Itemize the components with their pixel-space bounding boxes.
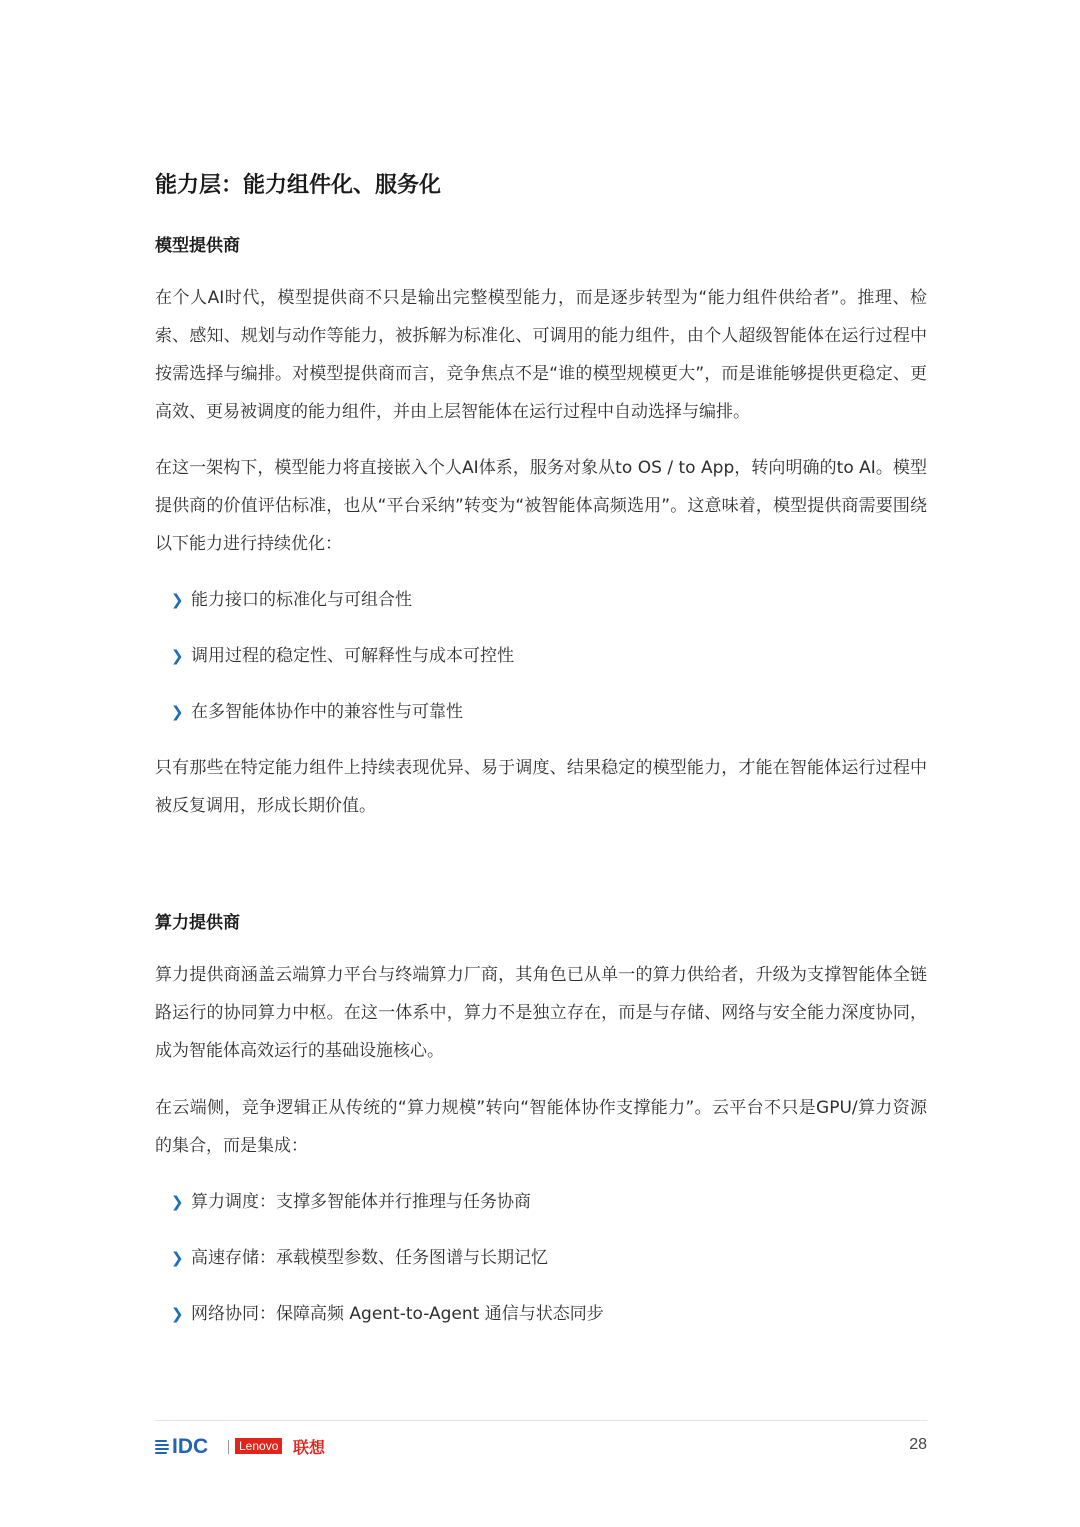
list-item <box>171 1190 531 1214</box>
chevron-right-icon: ❯ <box>171 1305 184 1323</box>
bullet-text: 能力接口的标准化与可组合性 <box>191 590 412 610</box>
model-provider-paragraph-3: 只有那些在特定能力组件上持续表现优异、易于调度、结果稳定的模型能力，才能在智能体运行过程中被反复调用，形成长期价值。 <box>155 758 927 816</box>
chevron-right-icon: ❯ <box>171 591 184 609</box>
compute-provider-paragraph-1: 算力提供商涵盖云端算力平台与终端算力厂商，其角色已从单一的算力供给者，升级为支撑智能体全链路运行的协同算力中枢。在这一体系中，算力不是独立存在，而是与存储、网络与安全能力深度协同，成为智能体高效运行的基础设施核心。 <box>155 965 927 1061</box>
footer-divider <box>155 1420 927 1421</box>
page-number: 28 <box>909 1436 927 1453</box>
bullet-text: 高速存储：承载模型参数、任务图谱与长期记忆 <box>191 1248 548 1268</box>
chevron-right-icon: ❯ <box>171 703 184 721</box>
idc-logo <box>155 1434 208 1460</box>
model-provider-paragraph-1: 在个人AI时代，模型提供商不只是输出完整模型能力，而是逐步转型为“能力组件供给者”。推理、检索、感知、规划与动作等能力，被拆解为标准化、可调用的能力组件，由个人超级智能体在运行过程中按需选择与编排。对模型提供商而言，竞争焦点不是“谁的模型规模更大”，而是谁能够提供更稳定、更高效、更易被调度的能力组件，并由上层智能体在运行过程中自动选择与编排。 <box>155 288 927 422</box>
list-item <box>171 1246 548 1270</box>
section-title: 能力层：能力组件化、服务化 <box>155 173 442 198</box>
bullet-text: 算力调度：支撑多智能体并行推理与任务协商 <box>191 1192 531 1212</box>
footer <box>155 1432 927 1462</box>
chevron-right-icon: ❯ <box>171 1249 184 1267</box>
lenovo-logo-chinese: 联想 <box>293 1438 326 1457</box>
compute-provider-heading: 算力提供商 <box>155 913 240 933</box>
list-item <box>171 644 514 668</box>
idc-lines-icon <box>155 1439 169 1455</box>
list-item <box>171 700 463 724</box>
logo-separator <box>228 1440 229 1454</box>
bullet-text: 在多智能体协作中的兼容性与可靠性 <box>191 702 463 722</box>
compute-provider-paragraph-2: 在云端侧，竞争逻辑正从传统的“算力规模”转向“智能体协作支撑能力”。云平台不只是GPU/算力资源的集合，而是集成： <box>155 1098 927 1156</box>
model-provider-heading: 模型提供商 <box>155 236 240 256</box>
idc-logo-text: IDC <box>172 1435 209 1458</box>
bullet-text: 网络协同：保障高频 Agent-to-Agent 通信与状态同步 <box>191 1304 604 1324</box>
list-item <box>171 1302 604 1326</box>
list-item <box>171 588 412 612</box>
chevron-right-icon: ❯ <box>171 1193 184 1211</box>
lenovo-logo: Lenovo <box>235 1438 282 1454</box>
chevron-right-icon: ❯ <box>171 647 184 665</box>
model-provider-paragraph-2: 在这一架构下，模型能力将直接嵌入个人AI体系，服务对象从to OS / to App，转向明确的to AI。模型提供商的价值评估标准，也从“平台采纳”转变为“被智能体高频选用”。这意味着，模型提供商需要围绕以下能力进行持续优化： <box>155 458 927 554</box>
bullet-text: 调用过程的稳定性、可解释性与成本可控性 <box>191 646 514 666</box>
